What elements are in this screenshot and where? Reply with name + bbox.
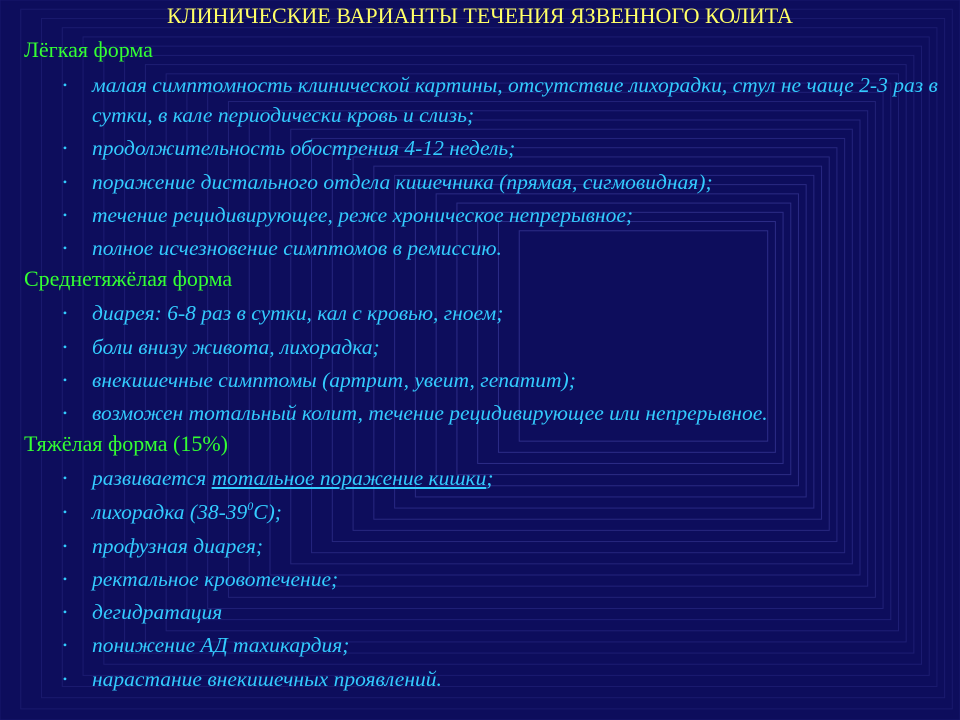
- bullet: •: [62, 572, 68, 586]
- bullet: •: [62, 672, 68, 686]
- underlined-text: тотальное поражение кишки: [211, 466, 487, 490]
- list-item: боли внизу живота, лихорадка;: [92, 335, 380, 359]
- list-item-text: ;: [486, 466, 494, 490]
- list-item: понижение АД тахикардия;: [92, 633, 350, 657]
- list-item: ректальное кровотечение;: [92, 567, 339, 591]
- list-item: малая симптомность клинической картины, отсутствие лихорадки, стул не чаще 2-3 раз в сутки, в кале периодически кровь и слизь;: [92, 73, 938, 127]
- list-item-text: С);: [253, 500, 282, 524]
- list-item: продолжительность обострения 4-12 недель;: [92, 136, 516, 160]
- bullet: •: [62, 78, 68, 92]
- list-item: диарея: 6-8 раз в сутки, кал с кровью, гноем;: [92, 301, 504, 325]
- list-item: дегидратация: [92, 600, 223, 624]
- bullet: •: [62, 605, 68, 619]
- bullet: •: [62, 340, 68, 354]
- section-heading-moderate: Среднетяжёлая форма: [24, 266, 233, 291]
- bullet: •: [62, 175, 68, 189]
- list-item-text: развивается: [92, 466, 212, 490]
- bullet: •: [62, 241, 68, 255]
- list-item: профузная диарея;: [92, 534, 264, 558]
- list-item: течение рецидивирующее, реже хроническое непрерывное;: [92, 203, 634, 227]
- section-heading-severe: Тяжёлая форма (15%): [24, 431, 228, 456]
- list-item-text: лихорадка (38-39: [92, 500, 248, 524]
- bullet: •: [62, 306, 68, 320]
- list-item: внекишечные симптомы (артрит, увеит, гепатит);: [92, 368, 576, 392]
- bullet: •: [62, 208, 68, 222]
- list-item: поражение дистального отдела кишечника (прямая, сигмовидная);: [92, 170, 713, 194]
- bullet: •: [62, 406, 68, 420]
- list-item: [92, 497, 940, 527]
- bullet: •: [62, 638, 68, 652]
- bullet: •: [62, 471, 68, 485]
- bullet: •: [62, 141, 68, 155]
- list-item: полное исчезновение симптомов в ремиссию.: [92, 236, 502, 260]
- bullet: •: [62, 539, 68, 553]
- list-item: [92, 463, 940, 493]
- bullet: •: [62, 373, 68, 387]
- list-item: возможен тотальный колит, течение рецидивирующее или непрерывное.: [92, 401, 768, 425]
- bullet: •: [62, 505, 68, 519]
- slide-title: КЛИНИЧЕСКИЕ ВАРИАНТЫ ТЕЧЕНИЯ ЯЗВЕННОГО КОЛИТА: [167, 3, 793, 28]
- list-item: нарастание внекишечных проявлений.: [92, 667, 442, 691]
- superscript-degree: 0: [247, 499, 254, 513]
- section-heading-mild: Лёгкая форма: [24, 37, 153, 62]
